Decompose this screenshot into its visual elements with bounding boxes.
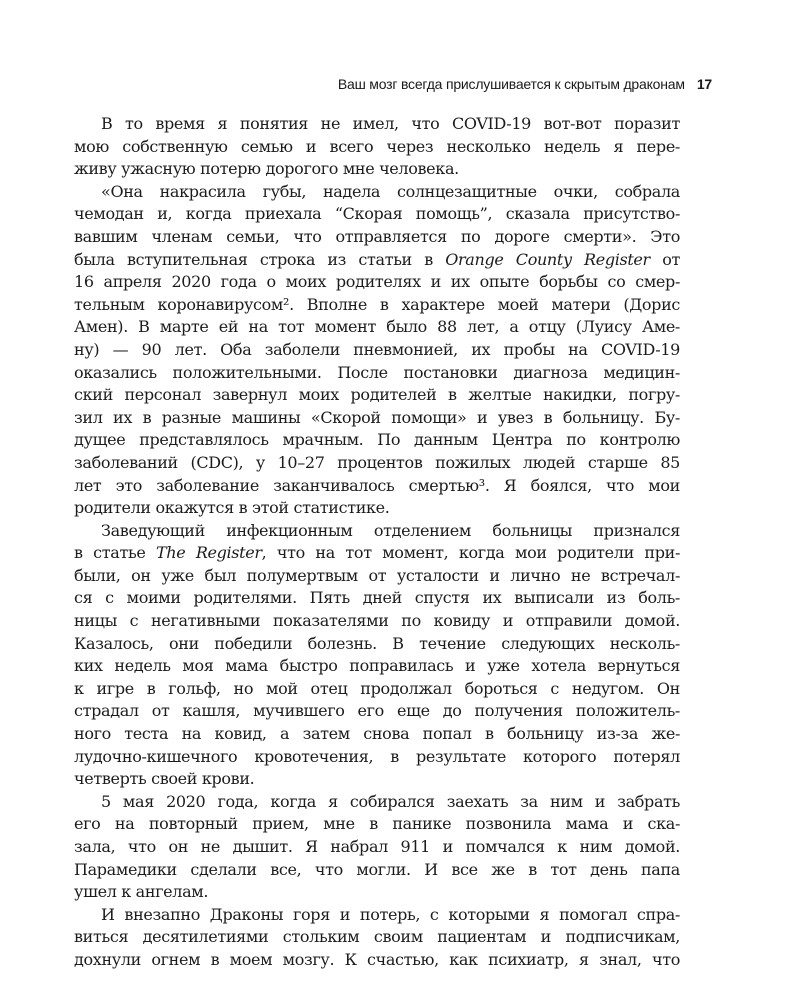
paragraph (74, 904, 680, 972)
text-line: четверть своей крови. (74, 769, 255, 789)
italic-title: The Register (155, 543, 262, 563)
text-line: виться десятилетиями стольким своим пациентам и подписчикам, (74, 927, 680, 947)
text-line: 16 апреля 2020 года о моих родителях и их опыте борьбы со смер- (74, 272, 680, 292)
text-line: вавшим членам семьи, что отправляется по дороге смерти». Это (74, 226, 680, 246)
text-line: ного теста на ковид, а затем снова попал в больницу из-за же- (74, 724, 680, 744)
text-line: ушел к ангелам. (74, 882, 209, 902)
running-head-title: Ваш мозг всегда прислушивается к скрытым драконам (337, 76, 685, 92)
text-line: его на повторный прием, мне в панике позвонила мама и ска- (74, 814, 680, 834)
italic-title: Orange County Register (445, 249, 650, 269)
text-line: ницы с негативными показателями по ковиду и отправили домой. (74, 611, 680, 631)
text-line: 5 мая 2020 года, когда я собирался заехать за ним и забрать (101, 791, 680, 811)
text-line: В то время я понятия не имел, что COVID-19 вот-вот поразит (101, 114, 680, 133)
text-line: мою собственную семью и всего через несколько недель я пере- (74, 136, 680, 156)
text-line: ну) — 90 лет. Оба заболели пневмонией, их пробы на COVID-19 (74, 339, 680, 359)
text-line: «Она накрасила губы, надела солнцезащитные очки, собрала (101, 181, 680, 201)
text-line: зил их в разные машины «Скорой помощи» и увез в больницу. Бу- (74, 407, 680, 427)
paragraph (74, 520, 680, 791)
body-text (74, 113, 680, 972)
text-line: в статье The Register, что на тот момент, когда мои родители при- (74, 543, 680, 563)
text-line: родители окажутся в этой статистике. (74, 498, 390, 518)
page-number: 17 (696, 76, 712, 92)
text-line: ких недель моя мама быстро поправилась и уже хотела вернуться (74, 656, 680, 676)
text-line: страдал от кашля, мучившего его еще до получения положитель- (74, 701, 680, 721)
text-line: лет это заболевание заканчивалось смертью³. Я боялся, что мои (74, 475, 680, 495)
text-line: была вступительная строка из статьи в Orange County Register от (74, 249, 680, 269)
text-line: зала, что он не дышит. Я набрал 911 и помчался к ним домой. (74, 837, 680, 856)
text-line: заболеваний (CDC), у 10–27 процентов пожилых людей старше 85 (74, 452, 680, 472)
text-line: И внезапно Драконы горя и потерь, с которыми я помогал спра- (101, 904, 680, 924)
text-line: живу ужасную потерю дорогого мне человека. (74, 159, 459, 179)
text-line: ся с моими родителями. Пять дней спустя их выписали из боль- (74, 588, 680, 608)
paragraph (74, 181, 680, 520)
text-line: Казалось, они победили болезнь. В течение следующих несколь- (74, 633, 680, 653)
text-line: были, он уже был полумертвым от усталости и лично не встречал- (74, 565, 680, 585)
text-line: ский персонал завернул моих родителей в желтые накидки, погру- (74, 385, 680, 405)
running-head (338, 76, 712, 92)
paragraph (74, 113, 680, 181)
text-line: Амен). В марте ей на тот момент было 88 лет, а отцу (Луису Аме- (74, 317, 680, 337)
paragraph (74, 791, 680, 904)
text-line: тельным коронавирусом². Вполне в характере моей матери (Дорис (74, 294, 680, 314)
text-line: Заведующий инфекционным отделением больницы признался (101, 520, 680, 540)
text-line: оказались положительными. После постановки диагноза медицин- (74, 362, 680, 382)
text-line: дохнули огнем в моем мозгу. К счастью, как психиатр, я знал, что (74, 949, 680, 969)
text-line: к игре в гольф, но мой отец продолжал бороться с недугом. Он (74, 678, 680, 698)
text-line: чемодан и, когда приехала “Скорая помощь”, сказала присутство- (74, 204, 680, 224)
text-line: дущее представлялось мрачным. По данным Центра по контролю (74, 430, 680, 450)
text-line: лудочно-кишечного кровотечения, в результате которого потерял (74, 746, 680, 766)
text-line: Парамедики сделали все, что могли. И все же в тот день папа (74, 859, 680, 879)
